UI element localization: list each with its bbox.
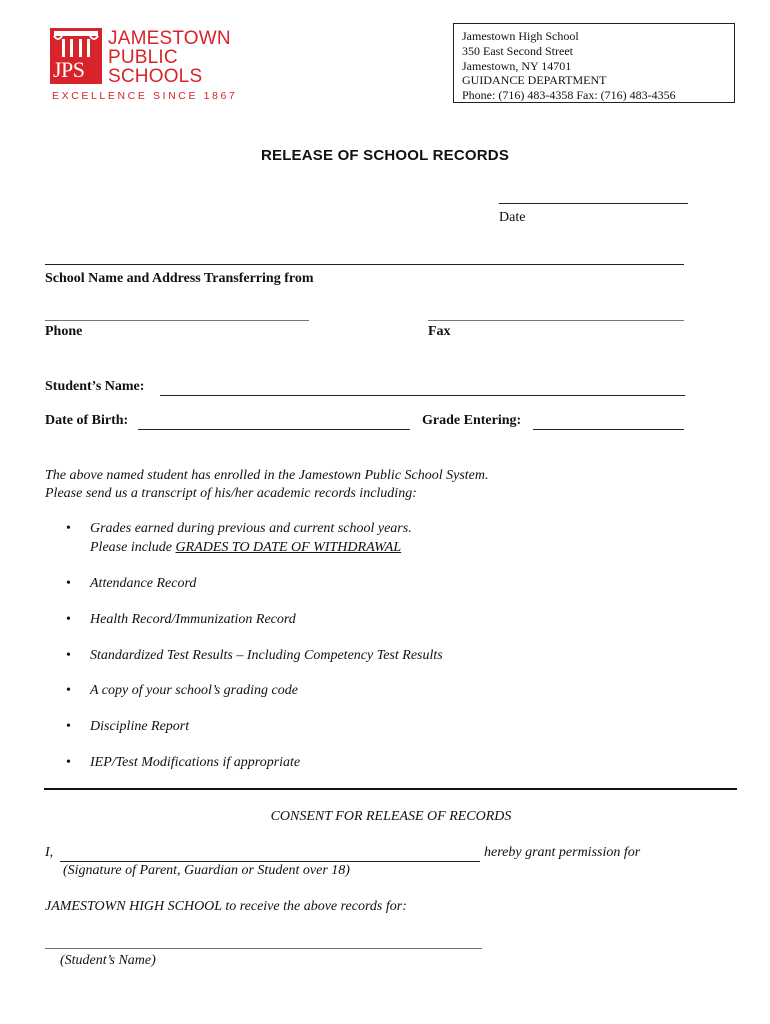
- logo-tagline: EXCELLENCE SINCE 1867: [52, 90, 238, 102]
- consent-heading: CONSENT FOR RELEASE OF RECORDS: [270, 809, 512, 824]
- address-line: Phone: (716) 483-4358 Fax: (716) 483-4356: [462, 88, 676, 103]
- address-line: 350 East Second Street: [462, 43, 573, 58]
- phone-label: Phone: [45, 324, 83, 339]
- fax-field-line[interactable]: [428, 320, 684, 321]
- bullet-icon: •: [66, 521, 71, 536]
- logo-line-1: JAMESTOWN: [108, 28, 231, 49]
- date-field-line[interactable]: [499, 203, 688, 204]
- section-divider: [44, 788, 737, 790]
- student-name-consent-field-line[interactable]: [45, 948, 482, 949]
- school-address-box: [453, 23, 735, 103]
- bullet-icon: •: [66, 683, 71, 698]
- student-name-caption: (Student’s Name): [60, 953, 156, 968]
- bullet-icon: •: [66, 719, 71, 734]
- page-title: RELEASE OF SCHOOL RECORDS: [260, 147, 510, 164]
- address-line: Jamestown, NY 14701: [462, 58, 572, 73]
- grant-permission-text: hereby grant permission for: [484, 845, 641, 860]
- date-label: Date: [499, 210, 526, 225]
- grade-entering-field-line[interactable]: [533, 429, 684, 430]
- receive-records-text: JAMESTOWN HIGH SCHOOL to receive the above records for:: [45, 899, 407, 914]
- withdrawal-emphasis: GRADES TO DATE OF WITHDRAWAL: [175, 540, 402, 555]
- phone-field-line[interactable]: [45, 320, 309, 321]
- intro-line-2: Please send us a transcript of his/her academic records including:: [45, 486, 417, 501]
- jps-logo: [50, 26, 238, 106]
- logo-line-2: PUBLIC: [108, 47, 178, 68]
- bullet-icon: •: [66, 755, 71, 770]
- signature-field-line[interactable]: [60, 861, 480, 862]
- student-name-field-line[interactable]: [160, 395, 685, 396]
- dob-field-line[interactable]: [138, 429, 410, 430]
- school-name-label: School Name and Address Transferring from: [45, 271, 314, 286]
- intro-line-1: The above named student has enrolled in the Jamestown Public School System.: [45, 468, 489, 483]
- address-line: Jamestown High School: [462, 29, 579, 43]
- bullet-icon: •: [66, 576, 71, 591]
- fax-label: Fax: [428, 324, 451, 339]
- dob-label: Date of Birth:: [45, 413, 129, 428]
- signature-caption: (Signature of Parent, Guardian or Student over 18): [63, 863, 350, 878]
- school-name-field-line[interactable]: [45, 264, 684, 265]
- bullet-icon: •: [66, 648, 71, 663]
- student-name-label: Student’s Name:: [45, 379, 145, 394]
- logo-line-3: SCHOOLS: [108, 66, 203, 87]
- address-line: GUIDANCE DEPARTMENT: [462, 73, 607, 88]
- consent-i-prefix: I,: [45, 845, 54, 860]
- logo-initials: JPS: [53, 57, 85, 82]
- grade-entering-label: Grade Entering:: [422, 413, 522, 428]
- logo-column-icon: [50, 28, 102, 84]
- bullet-icon: •: [66, 612, 71, 627]
